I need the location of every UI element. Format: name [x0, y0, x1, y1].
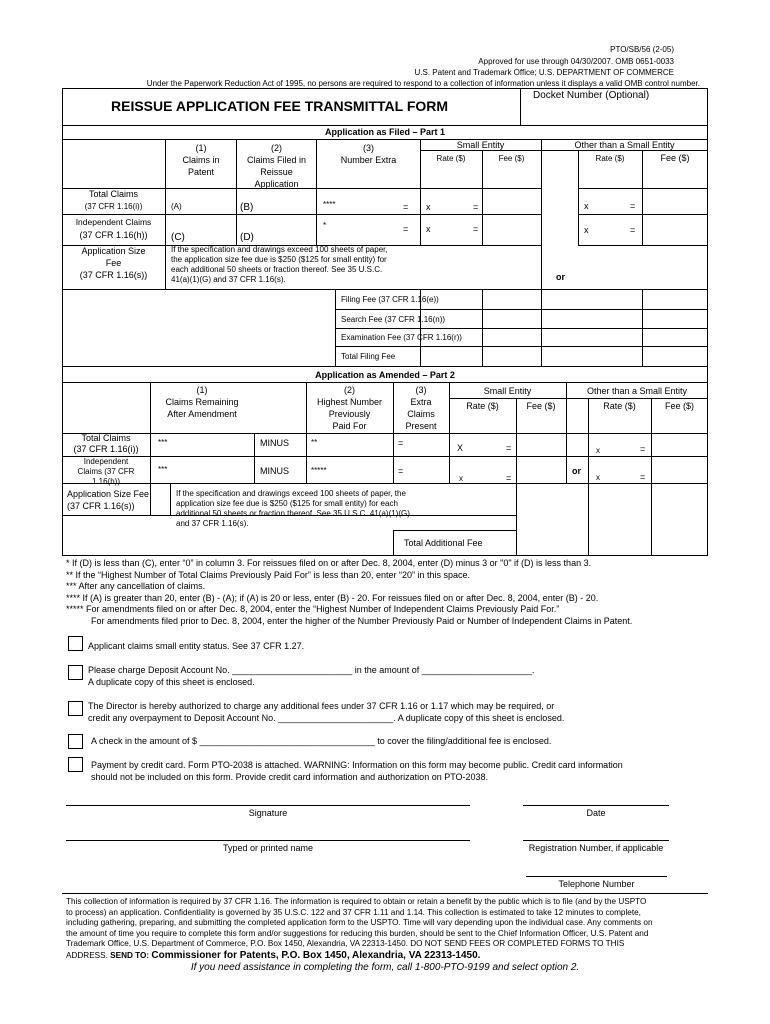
burden-statement: This collection of information is required by 37 CFR 1.16. The information is required to obtain or retain a benefit by the public which is to file (and by the USPTO to process) an application. Confidentiality is governed by 35 U.S.C. 122 and 37 CFR 1.11 and 1.14. This collection is estimated to take 12 minutes to complete, including gathering, preparing, and submitting the completed application form to the USPTO. Time will vary depending upon the individual case. Any comments on the amount of time you require to complete this form and/or suggestions for reducing this burden, should be sent to the Chief Information Officer, U.S. Patent and Trademark Office, U.S. Department of Commerce, P.O. Box 1450, Alexandria, VA 22313-1450. DO NOT SEND FEES OR COMPLETED FORMS TO THIS: [66, 897, 653, 948]
p1-size-text: If the specification and drawings exceed 100 sheets of paper, the application size fee due is $250 ($125 for small entity) for each additional 50 sheets or fraction thereof. See 35 U.S.C. 41(a)(1)(G) and 37 CFR 1.16(s).: [171, 245, 388, 284]
assistance-note: If you need assistance in completing the form, call 1-800-PTO-9199 and select option 2.: [190, 962, 580, 973]
credit-card-label: Payment by credit card. Form PTO-2038 is attached. WARNING: Information on this form may become public. Credit card information: [91, 760, 623, 770]
p1-fee-small: Fee ($): [498, 154, 525, 163]
p1-fee-other: Fee ($): [660, 153, 690, 163]
p2-app-cfr: (37 CFR 1.16(s)): [67, 501, 135, 511]
small-entity-checkbox[interactable]: [68, 636, 83, 651]
telephone-line[interactable]: [526, 876, 667, 877]
p1-total-cfr: (37 CFR 1.16(i)): [84, 202, 143, 211]
total-additional-fee-label: Total Additional Fee: [404, 538, 483, 548]
director-label: The Director is hereby authorized to charge any additional fees under 37 CFR 1.16 or 1.17 which may be required, or: [88, 701, 555, 711]
mark-b: (B): [240, 202, 254, 213]
director-checkbox[interactable]: [68, 701, 83, 716]
small-entity-label: Applicant claims small entity status. See 37 CFR 1.27.: [88, 641, 305, 651]
part1-title: Application as Filed – Part 1: [324, 127, 446, 137]
agency-note: U.S. Patent and Trademark Office; U.S. DEPARTMENT OF COMMERCE: [414, 68, 674, 77]
part2-title: Application as Amended – Part 2: [315, 370, 455, 380]
deposit-label: Please charge Deposit Account No. ________________________ in the amount of ______________________.: [88, 665, 535, 675]
docket-number-field[interactable]: [522, 103, 706, 123]
p2-col3-head: (3) Extra Claims Present: [405, 385, 437, 431]
form-title: REISSUE APPLICATION FEE TRANSMITTAL FORM: [111, 98, 449, 114]
minus-label: MINUS: [260, 438, 289, 448]
date-label: Date: [586, 808, 606, 818]
p1-other-entity: Other than a Small Entity: [574, 140, 675, 150]
p2-app-size: Application Size Fee: [67, 489, 150, 499]
p1-or: or: [556, 272, 565, 282]
p1-small-entity: Small Entity: [456, 140, 505, 150]
mark-c: (C): [171, 232, 185, 243]
telephone-label: Telephone Number: [558, 879, 635, 889]
p2-col2-head: (2) Highest Number Previously Paid For: [316, 385, 383, 431]
send-to-line: ADDRESS. SEND TO: Commissioner for Patents, P.O. Box 1450, Alexandria, VA 22313-1450.: [66, 950, 481, 961]
p2-or: or: [572, 466, 581, 476]
credit-card-label-2: should not be included on this form. Provide credit card information and authorization on PTO-2038.: [91, 772, 489, 782]
typed-name-label: Typed or printed name: [222, 843, 314, 853]
exam-fee-label: Examination Fee (37 CFR 1.16(r)): [341, 333, 462, 342]
p2-indep: Independent Claims (37 CFR 1.16(h)): [77, 457, 135, 486]
p2-small-entity: Small Entity: [483, 386, 532, 396]
mark-a: (A): [171, 202, 182, 211]
p2-other-entity: Other than a Small Entity: [586, 386, 688, 396]
p2-rate-small: Rate ($): [466, 401, 499, 411]
p1-col2-head: (2) Claims Filed in Reissue Application: [246, 143, 306, 189]
docket-divider: [520, 88, 521, 125]
p2-fee-small: Fee ($): [526, 401, 556, 411]
reg-number-line[interactable]: [523, 840, 669, 841]
approval-note: Approved for use through 04/30/2007. OMB 0651-0033: [478, 57, 674, 66]
p1-col1-head: (1) Claims in Patent: [182, 143, 220, 177]
p2-size-text: If the specification and drawings exceed 100 sheets of paper, the application size fee due is $250 ($125 for small entity) for each additional 50 sheets or fraction thereof. See 35 U.S.C. 41(a)(1)(G) and 37 CFR 1.16(s).: [176, 489, 410, 528]
total-filing-fee-label: Total Filing Fee: [341, 352, 396, 361]
p1-app-size: Application Size Fee (37 CFR 1.16(s)): [79, 246, 148, 280]
filing-fee-label: Filing Fee (37 CFR 1.16(e)): [341, 295, 439, 304]
check-label: A check in the amount of $ ___________________________________ to cover the filing/additional fee is enclosed.: [91, 736, 552, 746]
p1-stars4: ****: [323, 200, 336, 209]
form-id: PTO/SB/56 (2-05): [610, 45, 674, 54]
p2-col1-head: (1) Claims Remaining After Amendment: [165, 385, 239, 419]
signature-label: Signature: [248, 808, 288, 818]
p1-total-claims: Total Claims: [88, 189, 138, 199]
deposit-duplicate: A duplicate copy of this sheet is enclosed.: [88, 677, 255, 687]
p1-rate-other: Rate ($): [595, 154, 625, 163]
p1-col3-head: (3) Number Extra: [340, 143, 397, 165]
typed-name-line[interactable]: [66, 840, 470, 841]
p2-total-cfr: (37 CFR 1.16(i)): [73, 444, 139, 454]
p1-star1: *: [323, 221, 327, 230]
p2-total-claims: Total Claims: [81, 433, 131, 443]
p2-fee-other: Fee ($): [664, 401, 694, 411]
docket-label: Docket Number (Optional): [533, 90, 650, 101]
signature-line[interactable]: [66, 805, 470, 806]
reg-number-label: Registration Number, if applicable: [528, 843, 664, 853]
p1-indep-claims: Independent Claims: [75, 217, 152, 227]
footnotes: * If (D) is less than (C), enter “0” in column 3. For reissues filed on or after Dec. 8, 2004, enter (D) minus 3 or "0" if (D) is less than 3. ** If the “Highest Number of Total Claims Previously Paid For” is less than 20, enter “20” in this space. *** After any cancellation of claims. **** If (A) is greater than 20, enter (B) - (A); if (A) is 20 or less, enter (B) - 20. For reissues filed on or after Dec. 8, 2004, enter (B) - 20. ***** For amendments filed on or after Dec. 8, 2004, enter the “Highest Number of Independent Claims Previously Paid For.” For amendments filed prior to Dec. 8, 2004, enter the higher of the Number Previously Paid or Number of Independent Claims in Patent.: [66, 558, 633, 626]
p1-indep-cfr: (37 CFR 1.16(h)): [79, 230, 148, 240]
p2-rate-other: Rate ($): [603, 401, 636, 411]
date-line[interactable]: [523, 805, 669, 806]
mark-d: (D): [240, 232, 254, 243]
deposit-checkbox[interactable]: [68, 665, 83, 680]
p1-rate-small: Rate ($): [436, 154, 466, 163]
credit-card-checkbox[interactable]: [68, 757, 83, 772]
search-fee-label: Search Fee (37 CFR 1.16(n)): [341, 315, 446, 324]
pra-note: Under the Paperwork Reduction Act of 1995, no persons are required to respond to a collection of information unless it displays a valid OMB control number.: [146, 79, 700, 88]
director-label-2: credit any overpayment to Deposit Account No. _______________________. A duplicate copy of this sheet is enclosed.: [88, 713, 565, 723]
check-checkbox[interactable]: [68, 734, 83, 749]
